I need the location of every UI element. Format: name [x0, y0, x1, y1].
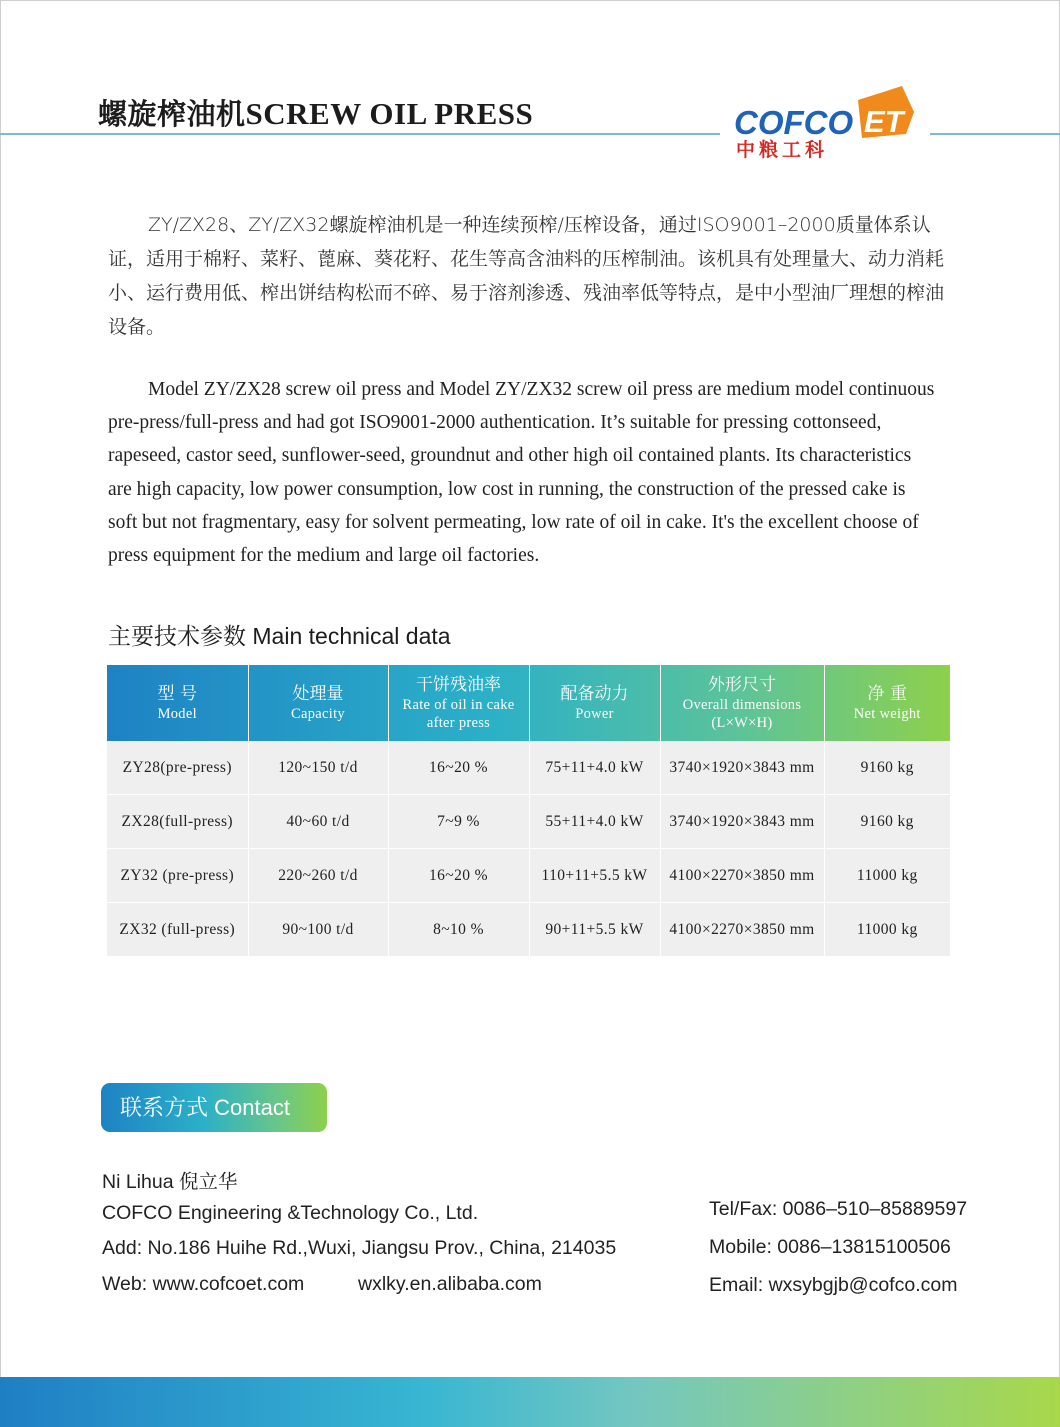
- contact-tel: Tel/Fax: 0086–510–85889597: [709, 1198, 968, 1220]
- header-divider-left: [0, 133, 720, 135]
- contact-address: Add: No.186 Huihe Rd.,Wuxi, Jiangsu Prov., China, 214035: [102, 1237, 617, 1259]
- cell-model: ZX32 (full-press): [107, 903, 248, 957]
- contact-company: COFCO Engineering &Technology Co., Ltd.: [102, 1202, 479, 1224]
- contact-email[interactable]: Email: wxsybgjb@cofco.com: [709, 1274, 958, 1296]
- header-divider-right: [930, 133, 1060, 135]
- cell-oil-rate: 7~9 %: [388, 795, 529, 849]
- logo-graphic: [730, 82, 930, 162]
- header-en: Power: [575, 705, 614, 722]
- table-row: [107, 903, 950, 957]
- cell-oil-rate: 16~20 %: [388, 741, 529, 795]
- cell-model: ZX28(full-press): [107, 795, 248, 849]
- cell-weight: 9160 kg: [824, 741, 950, 795]
- page-title: [98, 92, 533, 133]
- cell-weight: 11000 kg: [824, 903, 950, 957]
- table-header-row: [107, 665, 950, 741]
- header-en: Net weight: [853, 705, 921, 722]
- cell-dimensions: 4100×2270×3850 mm: [660, 903, 824, 957]
- section-title-cn: 主要技术参数: [108, 623, 246, 649]
- cell-weight: 11000 kg: [824, 849, 950, 903]
- header-en: Rate of oil in cake: [402, 696, 515, 713]
- header-en-line2: after press: [426, 714, 491, 731]
- cell-dimensions: 3740×1920×3843 mm: [660, 795, 824, 849]
- cell-capacity: 40~60 t/d: [248, 795, 388, 849]
- cell-dimensions: 4100×2270×3850 mm: [660, 849, 824, 903]
- header-cn: 处理量: [292, 683, 344, 704]
- cell-power: 110+11+5.5 kW: [529, 849, 660, 903]
- cell-capacity: 120~150 t/d: [248, 741, 388, 795]
- header-dimensions: [660, 665, 824, 741]
- header-power: [529, 665, 660, 741]
- cell-dimensions: 3740×1920×3843 mm: [660, 741, 824, 795]
- contact-mobile: Mobile: 0086–13815100506: [709, 1236, 951, 1258]
- contact-label: [101, 1083, 327, 1132]
- header-cn: 外形尺寸: [708, 674, 776, 695]
- cell-oil-rate: 16~20 %: [388, 849, 529, 903]
- header-en-line2: (L×W×H): [711, 714, 773, 731]
- intro-english: Model ZY/ZX28 screw oil press and Model ZY/ZX32 screw oil press are medium model continuous pre-press/full-press and had got ISO9001-2000 authentication. It’s suitable for pressing cottonseed, rapeseed, castor seed, sunflower-seed, groundnut and other high oil contained plants. Its characteristics are high capacity, low power consumption, low cost in running, the construction of the pressed cake is soft but not fragmentary, easy for solvent permeating, low rate of oil in cake. It's the excellent choose of press equipment for the medium and large oil factories.: [108, 379, 935, 567]
- cell-power: 75+11+4.0 kW: [529, 741, 660, 795]
- intro-chinese: ZY/ZX28、ZY/ZX32螺旋榨油机是一种连续预榨/压榨设备，通过ISO9001–2000质量体系认证，适用于棉籽、菜籽、蓖麻、葵花籽、花生等高含油料的压榨制油。该机具有处理量大、动力消耗小、运行费用低、榨出饼结构松而不碎、易于溶剂渗透、残油率低等特点，是中小型油厂理想的榨油设备。: [108, 214, 945, 338]
- cell-model: ZY32 (pre-press): [107, 849, 248, 903]
- cofco-et-logo: [730, 82, 930, 162]
- footer-gradient-bar: [0, 1377, 1060, 1427]
- header-en: Capacity: [291, 705, 345, 722]
- title-en: SCREW OIL PRESS: [245, 96, 534, 131]
- header-net-weight: [824, 665, 950, 741]
- cell-power: 90+11+5.5 kW: [529, 903, 660, 957]
- header-oil-rate: [388, 665, 529, 741]
- cell-capacity: 220~260 t/d: [248, 849, 388, 903]
- logo-text-cn: 中粮工科: [736, 139, 829, 161]
- cell-weight: 9160 kg: [824, 795, 950, 849]
- header-cn: 干饼残油率: [416, 674, 501, 695]
- technical-data-table: [107, 665, 950, 957]
- contact-label-en: Contact: [214, 1095, 290, 1120]
- contact-website[interactable]: Web: www.cofcoet.com: [102, 1273, 305, 1295]
- table-row: [107, 741, 950, 795]
- title-cn: 螺旋榨油机: [98, 97, 246, 131]
- logo-text-en: COFCO: [734, 104, 854, 141]
- header-en: Model: [157, 705, 197, 722]
- logo-text-st: ET: [864, 104, 904, 139]
- contact-name: Ni Lihua 倪立华: [102, 1171, 238, 1193]
- cell-model: ZY28(pre-press): [107, 741, 248, 795]
- header-cn: 净 重: [867, 683, 907, 704]
- section-title: [108, 618, 451, 651]
- contact-alibaba-link[interactable]: wxlky.en.alibaba.com: [358, 1273, 542, 1295]
- table-row: [107, 795, 950, 849]
- header-cn: 型 号: [157, 683, 197, 704]
- header-capacity: [248, 665, 388, 741]
- table-row: [107, 849, 950, 903]
- cell-capacity: 90~100 t/d: [248, 903, 388, 957]
- cell-oil-rate: 8~10 %: [388, 903, 529, 957]
- header-cn: 配备动力: [560, 683, 629, 704]
- header-model: [107, 665, 248, 741]
- contact-label-cn: 联系方式: [120, 1095, 209, 1120]
- header-en: Overall dimensions: [682, 696, 802, 713]
- section-title-en: Main technical data: [252, 623, 451, 649]
- cell-power: 55+11+4.0 kW: [529, 795, 660, 849]
